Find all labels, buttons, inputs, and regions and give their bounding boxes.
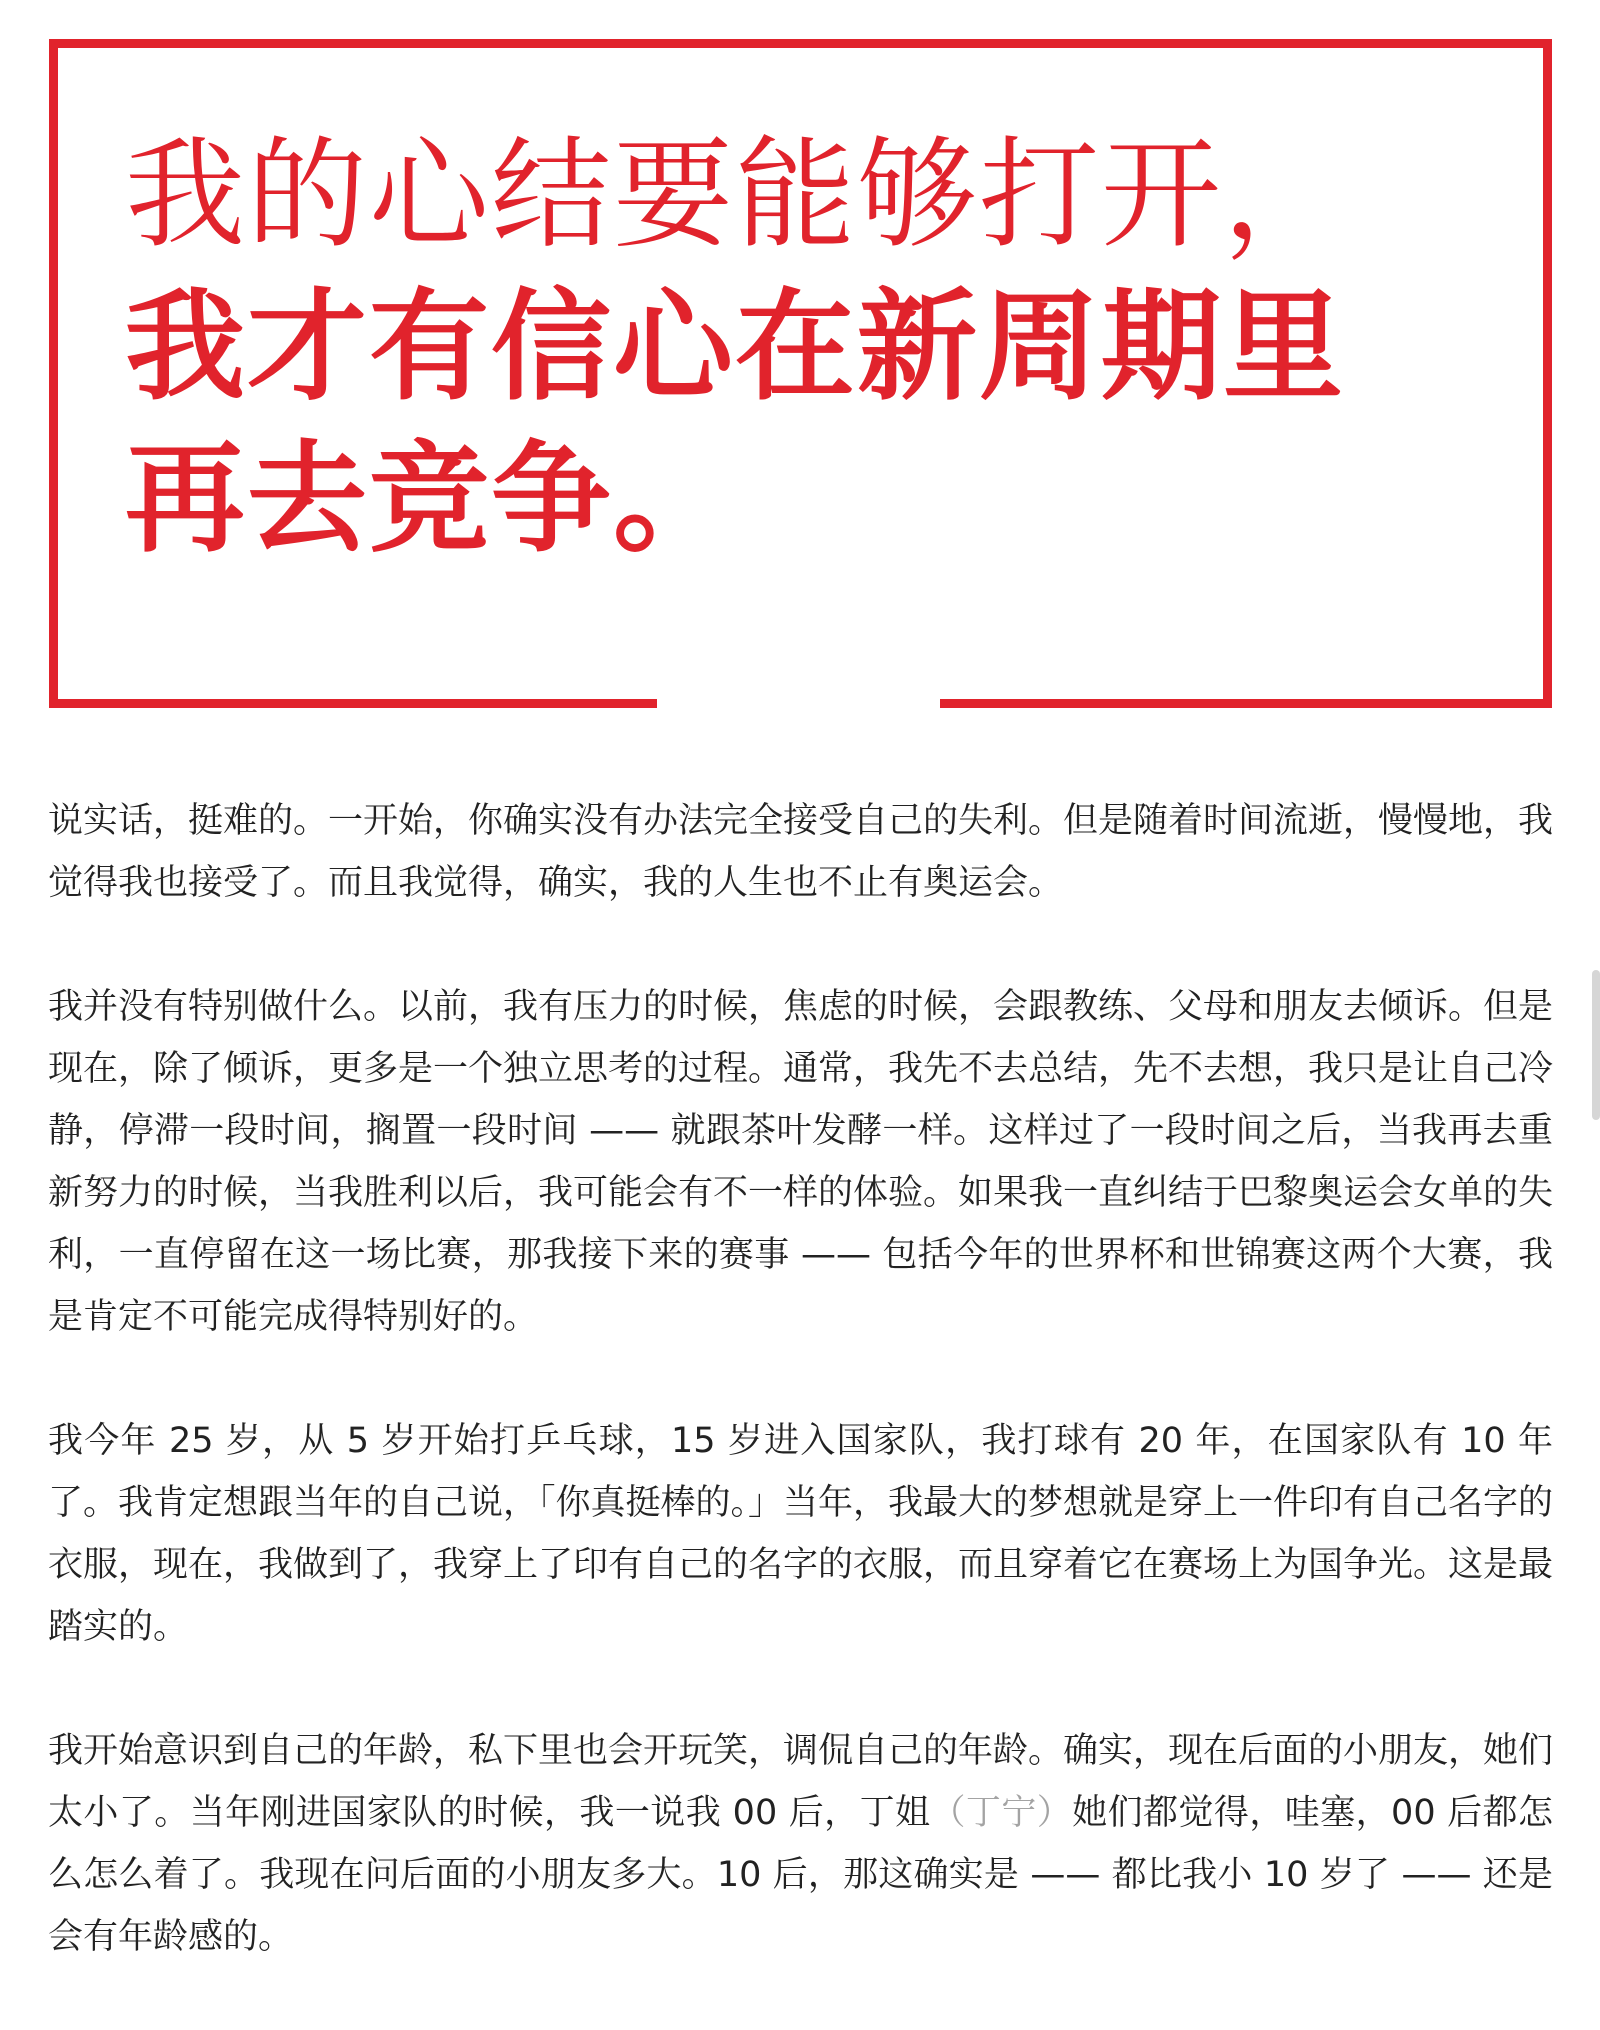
paragraph-3: 我今年 25 岁，从 5 岁开始打乒乓球，15 岁进入国家队，我打球有 20 年，在国家队有 10 年了。我肯定想跟当年的自己说，「你真挺棒的。」当年，我最大的梦想就是穿上一件印有自己名字的衣服，现在，我做到了，我穿上了印有自己的名字的衣服，而且穿着它在赛场上为国争光。这是最踏实的。	[48, 1421, 1554, 1647]
article-body	[48, 790, 1553, 2030]
paragraph-2: 我并没有特别做什么。以前，我有压力的时候，焦虑的时候，会跟教练、父母和朋友去倾诉。但是现在，除了倾诉，更多是一个独立思考的过程。通常，我先不去总结，先不去想，我只是让自己冷静，停滞一段时间，搁置一段时间 —— 就跟茶叶发酵一样。这样过了一段时间之后，当我再去重新努力的时候，当我胜利以后，我可能会有不一样的体验。如果我一直纠结于巴黎奥运会女单的失利，一直停留在这一场比赛，那我接下来的赛事 —— 包括今年的世界杯和世锦赛这两个大赛，我是肯定不可能完成得特别好的。	[48, 987, 1554, 1337]
frame-bottom-left-border	[49, 699, 657, 708]
paragraph-4	[48, 1720, 1553, 1968]
pull-quote-line-3: 再去竞争。	[125, 430, 735, 569]
pull-quote-line-1: 我的心结要能够打开，	[125, 126, 1345, 265]
frame-bottom-right-border	[940, 699, 1552, 708]
frame-right-border	[1543, 39, 1552, 708]
name-annotation: （丁宁）	[930, 1793, 1073, 1833]
frame-left-border	[49, 39, 58, 708]
paragraph-4-text-b: 她们都觉得，哇塞，00 后都怎么怎么着了。我现在问后面的小朋友多大。10 后，那这确实是 —— 都比我小 10 岁了 —— 还是会有年龄感的。	[48, 1793, 1553, 1957]
paragraph-1: 说实话，挺难的。一开始，你确实没有办法完全接受自己的失利。但是随着时间流逝，慢慢地，我觉得我也接受了。而且我觉得，确实，我的人生也不止有奥运会。	[48, 801, 1554, 903]
paragraph-4-text-a: 我开始意识到自己的年龄，私下里也会开玩笑，调侃自己的年龄。确实，现在后面的小朋友，她们太小了。当年刚进国家队的时候，我一说我 00 后，丁姐	[48, 1731, 1554, 1833]
scrollbar-thumb[interactable]	[1592, 970, 1600, 1120]
frame-top-border	[49, 39, 1552, 48]
pull-quote	[125, 120, 1445, 576]
pull-quote-line-2: 我才有信心在新周期里	[125, 278, 1345, 417]
